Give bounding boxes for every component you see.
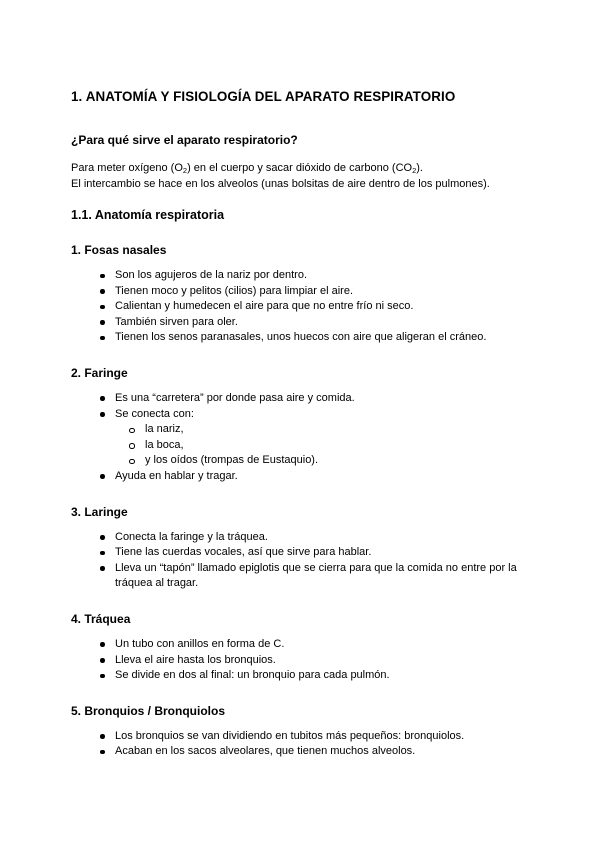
bullet-list <box>71 391 530 485</box>
intro-line-2: El intercambio se hace en los alveolos (unas bolsitas de aire dentro de los pulmones). <box>71 177 490 190</box>
sub-bullet-text: la boca, <box>145 438 184 451</box>
bullet-item <box>71 653 530 669</box>
bullet-item <box>71 330 530 346</box>
bullet-item <box>71 268 530 284</box>
bullet-text: Lleva el aire hasta los bronquios. <box>115 653 276 666</box>
sub-bullet-list <box>115 422 530 469</box>
topic-section <box>71 505 530 592</box>
bullet-item <box>71 469 530 485</box>
sub-bullet-text: la nariz, <box>145 423 184 436</box>
topic-section <box>71 704 530 760</box>
sections-container <box>71 243 530 760</box>
bullet-item <box>71 561 530 592</box>
bullet-item <box>71 637 530 653</box>
topic-heading: 1. Fosas nasales <box>71 243 167 257</box>
bullet-text: Tiene las cuerdas vocales, así que sirve para hablar. <box>115 546 372 559</box>
topic-section <box>71 243 530 346</box>
topic-heading: 4. Tráquea <box>71 611 131 626</box>
bullet-text: Calientan y humedecen el aire para que no entre frío ni seco. <box>115 300 414 313</box>
bullet-text: Los bronquios se van dividiendo en tubitos más pequeños: bronquiolos. <box>115 729 465 742</box>
bullet-text: Un tubo con anillos en forma de C. <box>115 637 285 650</box>
bullet-text: Son los agujeros de la nariz por dentro. <box>115 269 308 281</box>
bullet-text: También sirven para oler. <box>115 315 238 328</box>
bullet-item <box>71 545 530 561</box>
bullet-item <box>71 299 530 315</box>
topic-heading: 3. Laringe <box>71 504 128 519</box>
sub-bullet-item <box>115 453 530 469</box>
bullet-item <box>71 315 530 331</box>
topic-heading: 2. Faringe <box>71 365 128 380</box>
intro-line-1 <box>71 161 530 177</box>
topic-section <box>71 366 530 485</box>
o2-subscript: 2 <box>182 166 188 175</box>
sub-bullet-text: y los oídos (trompas de Eustaquio). <box>145 454 319 467</box>
bullet-text: Se divide en dos al final: un bronquio para cada pulmón. <box>115 669 390 682</box>
intro-question-heading: ¿Para qué sirve el aparato respiratorio? <box>71 133 298 147</box>
bullet-text: Se conecta con: <box>115 407 194 420</box>
bullet-item <box>71 284 530 300</box>
intro-line1-text-a: Para meter oxígeno (O <box>71 162 183 174</box>
bullet-text: Tienen moco y pelitos (cilios) para limpiar el aire. <box>115 284 354 297</box>
bullet-list <box>71 530 530 592</box>
anatomy-section-heading: 1.1. Anatomía respiratoria <box>71 208 225 222</box>
bullet-text: Tienen los senos paranasales, unos huecos con aire que aligeran el cráneo. <box>115 331 487 344</box>
intro-line1-text-c: ). <box>416 162 423 174</box>
bullet-item <box>71 729 530 745</box>
bullet-text: Acaban en los sacos alveolares, que tienen muchos alveolos. <box>115 745 416 758</box>
co2-subscript: 2 <box>412 166 417 175</box>
bullet-list <box>71 268 530 346</box>
bullet-item <box>71 391 530 407</box>
bullet-list <box>71 729 530 760</box>
document-title: 1. ANATOMÍA Y FISIOLOGÍA DEL APARATO RESPIRATORIO <box>71 89 456 104</box>
bullet-text: Conecta la faringe y la tráquea. <box>115 530 268 543</box>
bullet-list <box>71 637 530 684</box>
bullet-text: Lleva un “tapón” llamado epiglotis que se cierra para que la comida no entre por la tráquea al tragar. <box>115 561 517 590</box>
intro-line1-text-b: ) en el cuerpo y sacar dióxido de carbono (CO <box>187 162 413 174</box>
bullet-item <box>71 530 530 546</box>
bullet-item <box>71 744 530 760</box>
sub-bullet-item <box>115 422 530 438</box>
bullet-text: Es una “carretera” por donde pasa aire y comida. <box>115 391 355 404</box>
bullet-item <box>71 407 530 469</box>
bullet-item <box>71 668 530 684</box>
topic-section <box>71 612 530 684</box>
bullet-text: Ayuda en hablar y tragar. <box>115 469 238 482</box>
sub-bullet-item <box>115 438 530 454</box>
topic-heading: 5. Bronquios / Bronquiolos <box>71 703 225 718</box>
